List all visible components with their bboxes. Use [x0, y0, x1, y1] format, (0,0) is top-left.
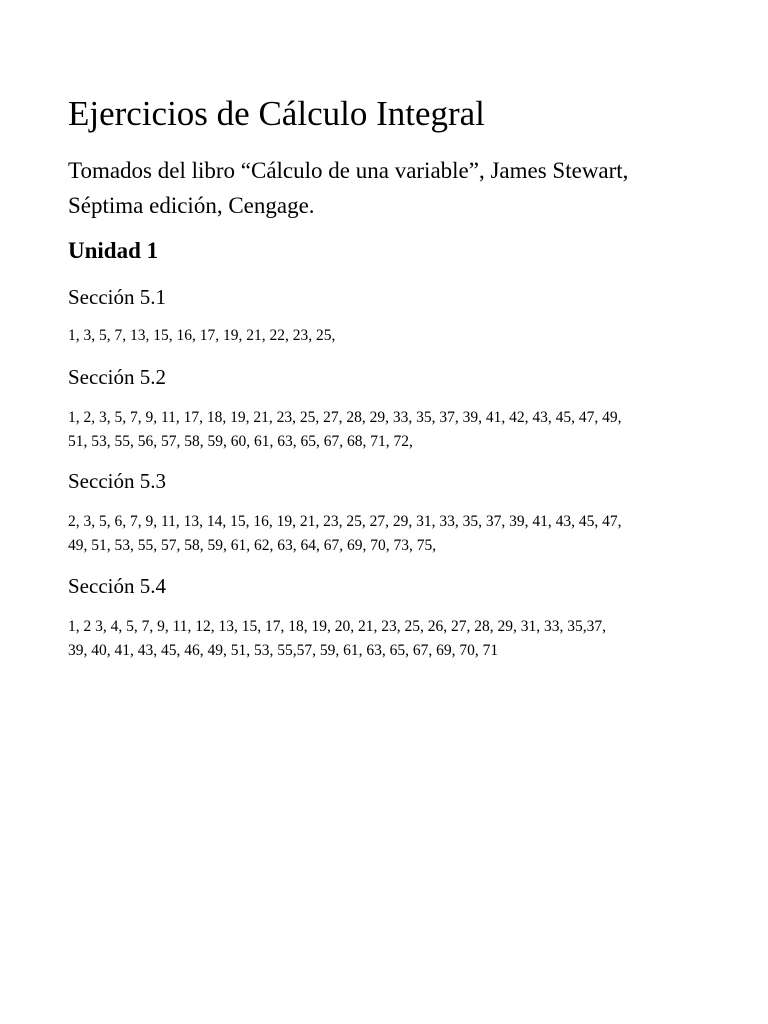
document-title: Ejercicios de Cálculo Integral	[68, 94, 485, 133]
exercise-list-5-2	[68, 406, 708, 454]
exercise-list-5-1	[68, 324, 708, 348]
subtitle-line-1: Tomados del libro “Cálculo de una variable”, James Stewart,	[68, 158, 629, 183]
exercise-list-line: 39, 40, 41, 43, 45, 46, 49, 51, 53, 55,57, 59, 61, 63, 65, 67, 69, 70, 71	[68, 642, 499, 659]
section-heading-5-2: Sección 5.2	[68, 365, 166, 389]
exercise-list-5-3	[68, 510, 708, 558]
exercise-list-line: 51, 53, 55, 56, 57, 58, 59, 60, 61, 63, 65, 67, 68, 71, 72,	[68, 433, 413, 450]
exercise-list-line: 1, 3, 5, 7, 13, 15, 16, 17, 19, 21, 22, 23, 25,	[68, 327, 336, 344]
subtitle-line-2: Séptima edición, Cengage.	[68, 193, 315, 218]
section-heading-5-3: Sección 5.3	[68, 469, 166, 493]
document-subtitle	[68, 153, 708, 223]
exercise-list-line: 1, 2, 3, 5, 7, 9, 11, 17, 18, 19, 21, 23, 25, 27, 28, 29, 33, 35, 37, 39, 41, 42, 43, 45, 47, 49,	[68, 409, 622, 426]
exercise-list-line: 2, 3, 5, 6, 7, 9, 11, 13, 14, 15, 16, 19, 21, 23, 25, 27, 29, 31, 33, 35, 37, 39, 41, 43, 45, 47,	[68, 513, 622, 530]
exercise-list-line: 49, 51, 53, 55, 57, 58, 59, 61, 62, 63, 64, 67, 69, 70, 73, 75,	[68, 537, 437, 554]
section-heading-5-4: Sección 5.4	[68, 574, 166, 598]
exercise-list-5-4	[68, 615, 708, 663]
exercise-list-line: 1, 2 3, 4, 5, 7, 9, 11, 12, 13, 15, 17, 18, 19, 20, 21, 23, 25, 26, 27, 28, 29, 31, 33, 35,37,	[68, 618, 607, 635]
unit-heading: Unidad 1	[68, 238, 159, 263]
section-heading-5-1: Sección 5.1	[68, 285, 166, 309]
